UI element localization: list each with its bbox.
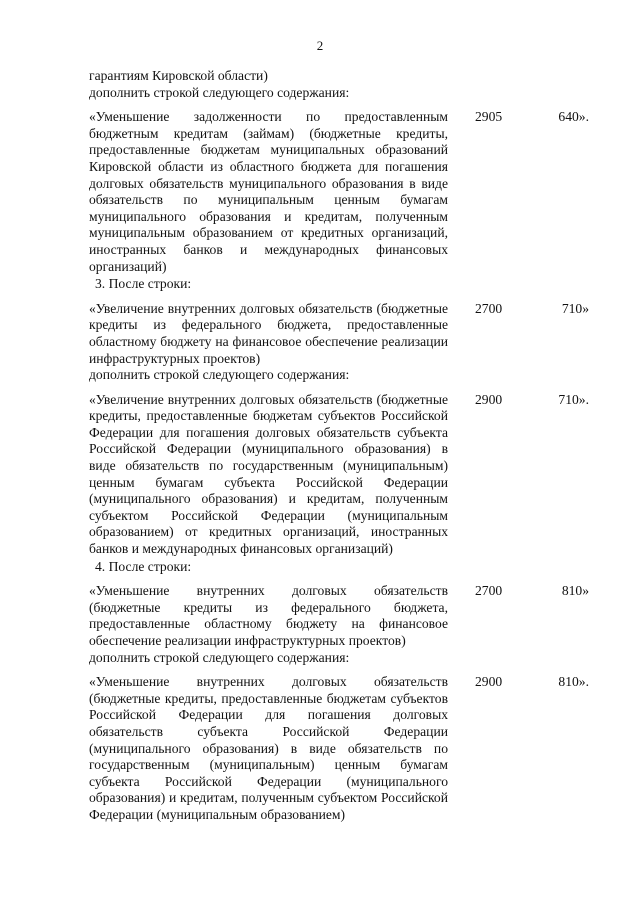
add-line-2: дополнить строкой следующего содержания: <box>89 649 350 665</box>
row-value: 710» <box>561 300 589 316</box>
item-3-heading: 3. После строки: <box>95 276 192 292</box>
intro-line-1: гарантиям Кировской области) <box>89 68 268 83</box>
row-description: «Уменьшение внутренних долговых обязательств (бюджетные кредиты, предоставленные бюджетам субъектов Российской Федерации для погашения долговых обязательств субъекта Российской Федерации (муниципального образования) в виде обязательств по государственным (муниципальным) ценным бумагам субъекта Российской Федерации (муниципального образования) и кредитам, полученным субъектом Российской Федерации (муниципальным образованием) <box>89 674 448 822</box>
row-description: «Уменьшение задолженности по предоставленным бюджетным кредитам (займам) (бюджетные кредиты, предоставленные бюджетам муниципальных образований Кировской области из областного бюджета для погашения долговых обязательств муниципального образования в виде обязательств по муниципальным ценным бумагам муниципального образования и кредитам, полученным муниципальным образованием от кредитных организаций, иностранных банков и международных финансовых организаций) <box>89 109 448 274</box>
table-row <box>89 109 589 275</box>
row-value: 710». <box>558 391 589 407</box>
row-code: 2700 <box>475 583 503 599</box>
table-row <box>89 674 589 823</box>
row-description: «Увеличение внутренних долговых обязательств (бюджетные кредиты, предоставленные бюджетам субъектов Российской Федерации для погашения долговых обязательств субъекта Российской Федерации (муниципального образования) в виде обязательств по государственным (муниципальным) ценным бумагам субъекта Российской Федерации (муниципального образования) и кредитам, полученным субъектом Российской Федерации (муниципальным образованием) от кредитных организаций, иностранных банков и международных финансовых организаций) <box>89 391 448 557</box>
document-body <box>89 68 589 824</box>
table-row <box>89 301 589 367</box>
row-code: 2700 <box>475 300 503 316</box>
table-row <box>89 583 589 649</box>
add-line-1: дополнить строкой следующего содержания: <box>89 367 350 383</box>
page-number: 2 <box>316 38 324 53</box>
row-value: 640». <box>558 109 589 125</box>
row-code: 2905 <box>475 109 503 125</box>
row-description: «Уменьшение внутренних долговых обязательств (бюджетные кредиты из федерального бюджета, предоставленные областному бюджету на финансовое обеспечение реализации инфраструктурных проектов) <box>89 583 448 648</box>
item-4-heading: 4. После строки: <box>95 558 192 574</box>
row-description: «Увеличение внутренних долговых обязательств (бюджетные кредиты из федерального бюджета, предоставленные областному бюджету на финансовое обеспечение реализации инфраструктурных проектов) <box>89 300 448 366</box>
intro-line-2: дополнить строкой следующего содержания: <box>89 84 350 100</box>
row-value: 810». <box>558 674 589 690</box>
row-value: 810» <box>561 583 589 599</box>
row-code: 2900 <box>475 391 503 407</box>
row-code: 2900 <box>475 674 503 690</box>
table-row <box>89 392 589 558</box>
